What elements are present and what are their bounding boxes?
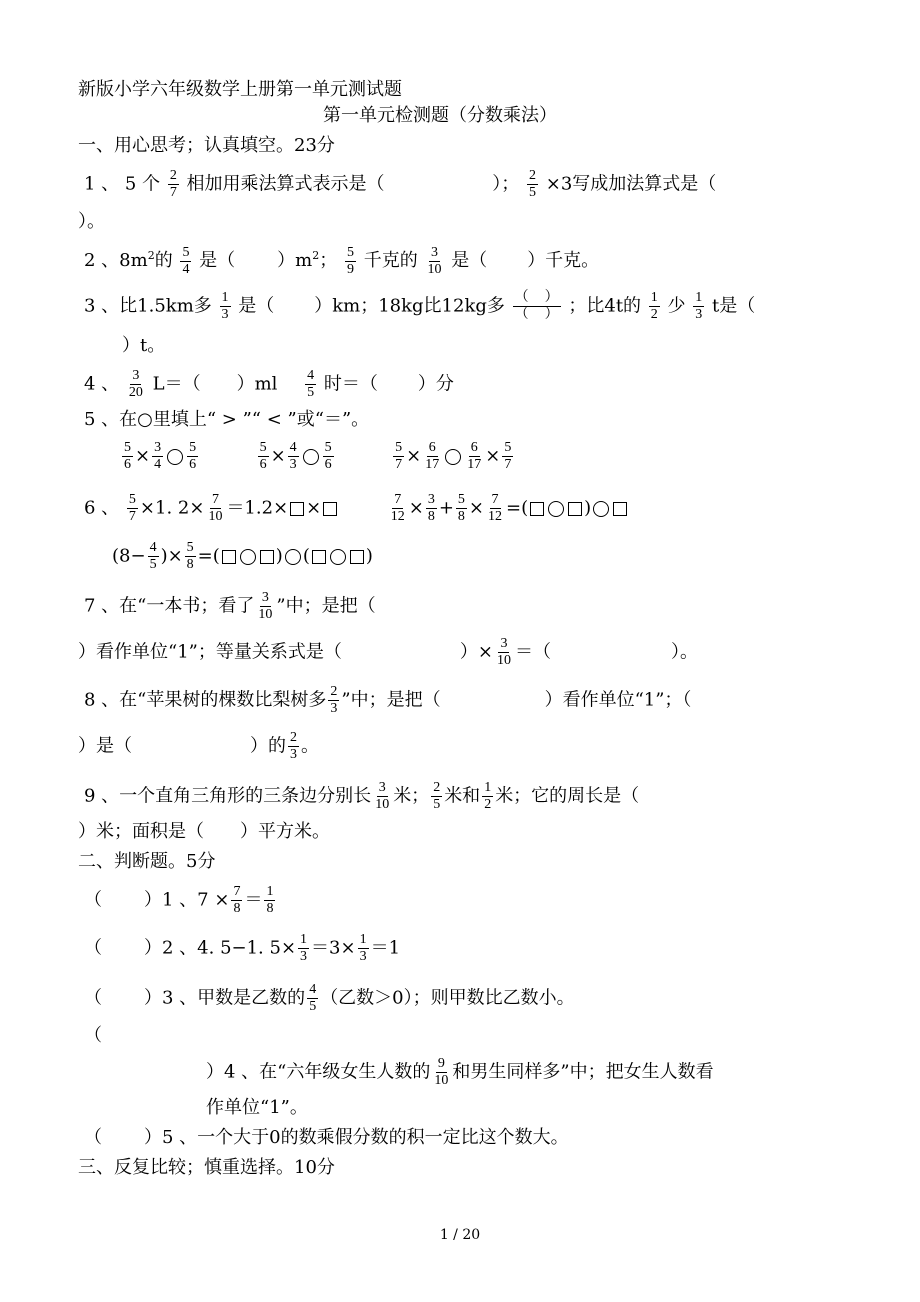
answer-box[interactable] [613, 502, 627, 516]
fraction: $\frac{1}{3}$ [359, 932, 367, 964]
q7-text: ＝（ [514, 641, 551, 663]
q7-text: ）× [459, 641, 493, 663]
judgment-text: ）3 、甲数是乙数的 [144, 987, 306, 1009]
question-4 [84, 368, 454, 401]
q6-text: × [306, 497, 322, 519]
judgment-text: （乙数＞0）；则甲数比乙数小。 [320, 987, 575, 1009]
q9-text: ）平方米。 [240, 821, 330, 842]
question-7 [84, 590, 376, 623]
q8-text: ）看作单位“1”；（ [544, 689, 692, 711]
q6-text: ) [275, 545, 283, 567]
fraction: $\frac{4}{5}$ [149, 540, 157, 572]
q2-text: 是（ [199, 250, 236, 271]
q2-text: ）千克。 [527, 250, 600, 271]
q8-text: ）是（ [78, 735, 132, 757]
times-sign: × [270, 445, 286, 467]
q7-text: ）看作单位“1”；等量关系式是（ [78, 641, 342, 663]
question-1 [84, 168, 716, 201]
q6-text: 6 、 [84, 497, 120, 519]
judgment-text: ）2 、4. 5−1. 5× [144, 937, 297, 959]
judgment-text: （ [84, 889, 102, 911]
q8-text: 8 、在“苹果树的棵数比梨树多 [84, 689, 327, 711]
answer-box[interactable] [260, 550, 274, 564]
q6-text: ×1. 2× [139, 497, 205, 519]
q6-text: =( [197, 545, 220, 567]
fraction: $\frac{4}{5}$ [307, 368, 315, 400]
fraction: $\frac{5}{7}$ [504, 440, 512, 472]
q1-text: 相加用乘法算式表示是（ [186, 173, 385, 195]
fraction: $\frac{4}{3}$ [289, 440, 297, 472]
times-sign: × [468, 497, 484, 519]
answer-box[interactable] [222, 550, 236, 564]
doc-title: 新版小学六年级数学上册第一单元测试题 [78, 79, 402, 100]
fraction: $\frac{5}{6}$ [189, 440, 197, 472]
q2-text: ； [319, 250, 338, 271]
q2-text: 的 [154, 250, 173, 271]
fraction: $\frac{1}{8}$ [266, 884, 274, 916]
fraction: $\frac{3}{8}$ [427, 492, 435, 524]
q6-text: ) [365, 545, 373, 567]
fraction: $\frac{7}{8}$ [233, 884, 241, 916]
page-number: 1 / 20 [439, 1227, 481, 1243]
fraction: $\frac{2}{7}$ [169, 168, 177, 200]
q2-text: 2 、8m [84, 250, 148, 271]
q1-text: 1 、 5 个 [84, 173, 161, 195]
fraction: $\frac{6}{17}$ [467, 440, 482, 472]
q3-text: 3 、比1.5km多 [84, 295, 212, 317]
judgment-text: ）5 、一个大于0的数乘假分数的积一定比这个数大。 [144, 1127, 569, 1148]
judgment-1 [84, 884, 277, 917]
q3-text: 是（ [238, 295, 275, 317]
q2-text: ）m [277, 250, 313, 271]
fraction-blank: $\frac{( )}{( )}$ [514, 290, 559, 322]
question-6 [84, 492, 629, 525]
q9-text: ）米；面积是（ [78, 821, 204, 842]
fraction: $\frac{3}{4}$ [154, 440, 162, 472]
q7-text: 7 、在“一本书；看了 [84, 595, 255, 617]
q8-text: 。 [301, 735, 319, 757]
doc-subtitle: 第一单元检测题（分数乘法） [323, 105, 557, 126]
fraction: $\frac{5}{9}$ [346, 244, 354, 277]
judgment-text: （ [84, 1127, 102, 1148]
compare-circle[interactable] [445, 449, 461, 465]
answer-box[interactable] [350, 550, 364, 564]
judgment-4-paren: （ [84, 1025, 102, 1046]
judgment-4-cont: 作单位“1”。 [206, 1097, 308, 1118]
q4-text: 时＝（ [323, 373, 378, 395]
fraction: $\frac{5}{6}$ [324, 440, 332, 472]
fraction: $\frac{2}{3}$ [330, 684, 338, 716]
q3-text: ；比4t的 [568, 295, 642, 317]
times-sign: × [406, 445, 422, 467]
question-3-cont: ）t。 [122, 335, 166, 356]
judgment-text: （ [84, 987, 102, 1009]
judgment-2 [84, 932, 400, 965]
question-9 [84, 780, 639, 813]
fraction: $\frac{5}{6}$ [259, 440, 267, 472]
operator-circle[interactable] [240, 549, 256, 565]
judgment-text: ）1 、7 × [144, 889, 230, 911]
q1-text: ）； [492, 173, 520, 195]
judgment-4 [206, 1056, 714, 1089]
q8-text: ”中；是把（ [341, 689, 441, 711]
times-sign: × [135, 445, 151, 467]
q3-text: 少 [667, 295, 686, 317]
operator-circle[interactable] [330, 549, 346, 565]
q4-text: ）ml [236, 373, 278, 395]
fraction: $\frac{5}{8}$ [186, 540, 194, 572]
question-8 [84, 684, 691, 717]
question-7-cont [78, 636, 698, 669]
q1-text: ×3写成加法算式是（ [545, 173, 717, 195]
fraction: $\frac{9}{10}$ [434, 1056, 449, 1088]
superscript: 2 [312, 249, 320, 262]
fraction: $\frac{1}{3}$ [221, 290, 229, 322]
q6-text: )× [160, 545, 183, 567]
q4-text: ）分 [417, 373, 454, 395]
q7-text: ”中；是把（ [276, 595, 376, 617]
operator-circle[interactable] [593, 501, 609, 517]
question-8-cont [78, 730, 319, 763]
section-heading-1: 一、用心思考；认真填空。23分 [78, 135, 335, 156]
judgment-text: （ [84, 937, 102, 959]
fraction: $\frac{5}{7}$ [128, 492, 136, 524]
judgment-5 [84, 1126, 569, 1150]
judgment-text: ）4 、在“六年级女生人数的 [206, 1061, 431, 1083]
question-5: 5 、在○里填上“ > ”“ < ”或“＝”。 [84, 409, 370, 430]
question-3 [84, 290, 755, 323]
q8-text: ）的 [250, 735, 286, 757]
fraction: $\frac{4}{5}$ [309, 982, 317, 1014]
fraction: $\frac{1}{3}$ [695, 290, 703, 322]
fraction: $\frac{1}{2}$ [650, 290, 658, 322]
question-6-cont [112, 540, 373, 573]
fraction: $\frac{2}{5}$ [529, 168, 537, 200]
times-sign: × [408, 497, 424, 519]
question-9-cont [78, 820, 330, 844]
fraction: $\frac{3}{10}$ [496, 636, 511, 668]
operator-circle[interactable] [548, 501, 564, 517]
fraction: $\frac{7}{12}$ [390, 492, 405, 524]
q3-text: t是（ [712, 295, 756, 317]
q9-text: 米和 [444, 785, 481, 807]
judgment-text: 和男生同样多”中；把女生人数看 [452, 1061, 714, 1083]
answer-box[interactable] [530, 502, 544, 516]
superscript: 2 [147, 249, 155, 262]
judgment-text: ＝ [244, 889, 263, 911]
fraction: $\frac{1}{3}$ [300, 932, 308, 964]
fraction: $\frac{5}{6}$ [124, 440, 131, 472]
q6-text: (8− [112, 545, 146, 567]
judgment-3 [84, 982, 575, 1015]
fraction: $\frac{7}{12}$ [488, 492, 502, 524]
compare-circle[interactable] [303, 449, 319, 465]
q6-text: ) [584, 497, 592, 519]
question-2 [84, 244, 599, 278]
answer-box[interactable] [290, 502, 304, 516]
fraction: $\frac{5}{8}$ [457, 492, 465, 524]
answer-box[interactable] [323, 502, 337, 516]
section-heading-2: 二、判断题。5分 [78, 851, 216, 872]
fraction: $\frac{3}{10}$ [427, 244, 442, 277]
compare-circle[interactable] [167, 449, 183, 465]
times-sign: × [485, 445, 501, 467]
fraction: $\frac{5}{4}$ [182, 244, 190, 277]
fraction: $\frac{2}{3}$ [290, 730, 297, 762]
question-5-items [120, 440, 515, 473]
section-heading-3: 三、反复比较；慎重选择。10分 [78, 1157, 335, 1178]
q2-text: 千克的 [363, 250, 418, 271]
question-1-cont: ）。 [78, 211, 105, 232]
q6-text: =( [506, 497, 529, 519]
q9-text: 米； [393, 785, 430, 807]
judgment-text: ＝3× [311, 937, 356, 959]
fraction: $\frac{3}{10}$ [258, 590, 273, 622]
q2-text: 是（ [451, 250, 488, 271]
answer-box[interactable] [312, 550, 326, 564]
fraction: $\frac{1}{2}$ [484, 780, 492, 812]
fraction: $\frac{3}{10}$ [375, 780, 390, 812]
plus-sign: + [438, 497, 454, 519]
q9-text: 9 、一个直角三角形的三条边分别长 [84, 785, 372, 807]
q4-text: L＝（ [152, 373, 201, 395]
q6-text: ( [302, 545, 310, 567]
q7-text: ）。 [670, 641, 698, 663]
fraction: $\frac{7}{10}$ [208, 492, 223, 524]
fraction: $\frac{5}{7}$ [395, 440, 403, 472]
answer-box[interactable] [568, 502, 582, 516]
judgment-text: ＝1 [370, 937, 401, 959]
fraction: $\frac{6}{17}$ [425, 440, 440, 472]
fraction: $\frac{3}{20}$ [128, 368, 143, 400]
q3-text: ）km；18kg比12kg多 [314, 295, 505, 317]
q6-text: ＝1.2× [226, 497, 289, 519]
q4-text: 4 、 [84, 373, 120, 395]
operator-circle[interactable] [285, 549, 301, 565]
q9-text: 米；它的周长是（ [495, 785, 640, 807]
fraction: $\frac{2}{5}$ [433, 780, 441, 812]
